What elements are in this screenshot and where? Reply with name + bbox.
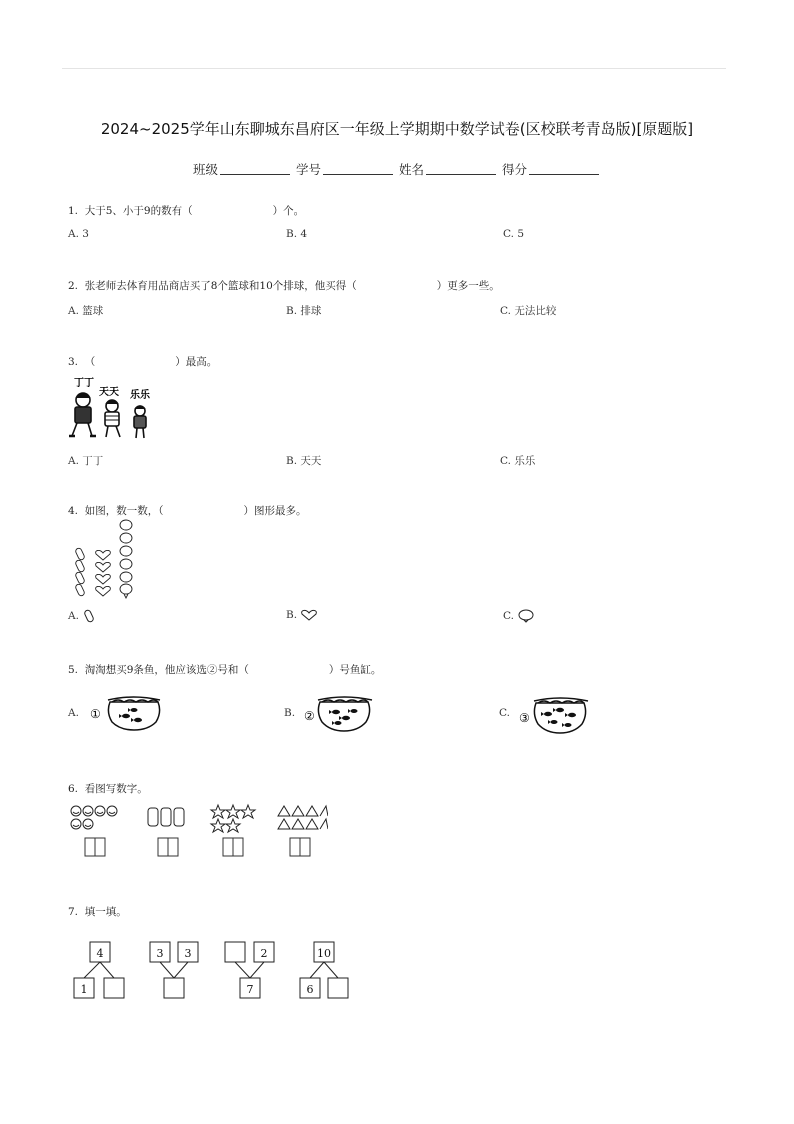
- fish-tank-2[interactable]: [302, 694, 382, 734]
- kid-tiantian-icon: [105, 400, 120, 437]
- id-blank[interactable]: [323, 162, 393, 175]
- header-divider: [62, 68, 726, 69]
- q2-option-b[interactable]: B. 排球: [286, 305, 322, 317]
- fish-tank-3[interactable]: [518, 694, 598, 736]
- svg-text:1: 1: [80, 983, 88, 996]
- svg-text:3: 3: [156, 947, 164, 960]
- fish-tank-1[interactable]: [88, 694, 168, 734]
- number-bond-4: [300, 942, 348, 998]
- svg-text:2: 2: [260, 947, 268, 960]
- heart-icon-column: [96, 550, 111, 596]
- fish-tank-icon: [318, 697, 372, 731]
- svg-text:③: ③: [519, 711, 530, 725]
- name-blank[interactable]: [426, 162, 496, 175]
- cylinder-icon-group: [148, 808, 184, 826]
- answer-box-group: [85, 838, 310, 856]
- q4-option-b[interactable]: B.: [286, 609, 318, 621]
- shapes-count-figure: [72, 519, 136, 599]
- svg-text:10: 10: [317, 947, 331, 960]
- q4-option-a[interactable]: A.: [68, 609, 96, 623]
- question-3: 3. （ ）最高。: [68, 356, 218, 368]
- number-bond-figure: [70, 938, 360, 1002]
- question-1: 1. 大于5、小于9的数有（ ）个。: [68, 205, 305, 217]
- q4-option-c[interactable]: C.: [503, 609, 535, 623]
- q1-option-a[interactable]: A. 3: [68, 228, 89, 240]
- capsule-icon: [82, 609, 96, 623]
- question-4: 4. 如图，数一数，（ ）图形最多。: [68, 505, 307, 517]
- question-5: 5. 淘淘想买9条鱼，他应该选②号和（ ）号鱼缸。: [68, 664, 382, 676]
- fish-tank-icon: [108, 697, 160, 730]
- number-bond-3: [225, 942, 274, 998]
- score-label: 得分: [501, 162, 527, 177]
- q5-option-b[interactable]: B.: [284, 707, 296, 719]
- page-title: 2024~2025学年山东聊城东昌府区一年级上学期期中数学试卷(区校联考青岛版)[原题版]: [100, 120, 694, 138]
- kid-lele-icon: [134, 406, 146, 438]
- fish-tank-icon: [534, 698, 588, 733]
- q3-option-a[interactable]: A. 丁丁: [68, 455, 104, 467]
- kid-label-lele: 乐乐: [130, 390, 150, 401]
- kid-label-dingding: 丁丁: [74, 378, 94, 389]
- class-label: 班级: [192, 162, 218, 177]
- q2-option-a[interactable]: A. 篮球: [68, 305, 104, 317]
- q5-option-a[interactable]: A.: [68, 707, 79, 719]
- triangle-icon-group: [278, 806, 328, 829]
- capsule-icon-column: [75, 547, 86, 596]
- id-label: 学号: [295, 162, 321, 177]
- kid-label-tiantian: 天天: [99, 387, 119, 398]
- heart-icon: [300, 609, 318, 621]
- q2-option-c[interactable]: C. 无法比较: [500, 305, 557, 317]
- svg-text:7: 7: [246, 983, 254, 996]
- svg-text:4: 4: [96, 947, 104, 960]
- name-label: 姓名: [398, 162, 424, 177]
- count-and-write-figure: [68, 802, 328, 862]
- score-blank[interactable]: [529, 162, 599, 175]
- three-kids-figure: [66, 374, 166, 442]
- svg-text:①: ①: [90, 707, 101, 721]
- svg-text:6: 6: [306, 983, 314, 996]
- speech-bubble-icon: [517, 609, 535, 623]
- question-6: 6. 看图写数字。: [68, 783, 148, 795]
- question-7: 7. 填一填。: [68, 906, 127, 918]
- svg-text:3: 3: [184, 947, 192, 960]
- star-icon-group: [211, 805, 255, 832]
- kid-dingding-icon: [69, 393, 96, 436]
- class-blank[interactable]: [220, 162, 290, 175]
- smiley-face-icon-group: [71, 806, 117, 829]
- q1-option-c[interactable]: C. 5: [503, 228, 525, 240]
- q3-option-c[interactable]: C. 乐乐: [500, 455, 536, 467]
- q1-option-b[interactable]: B. 4: [286, 228, 308, 240]
- svg-text:②: ②: [304, 709, 315, 723]
- question-2: 2. 张老师去体育用品商店买了8个篮球和10个排球，他买得（ ）更多一些。: [68, 280, 500, 292]
- student-info-line: [0, 160, 794, 178]
- speech-bubble-icon-column: [120, 520, 132, 598]
- q3-option-b[interactable]: B. 天天: [286, 455, 322, 467]
- q5-option-c[interactable]: C.: [499, 707, 510, 719]
- number-bond-1: [74, 942, 124, 998]
- number-bond-2: [150, 942, 198, 998]
